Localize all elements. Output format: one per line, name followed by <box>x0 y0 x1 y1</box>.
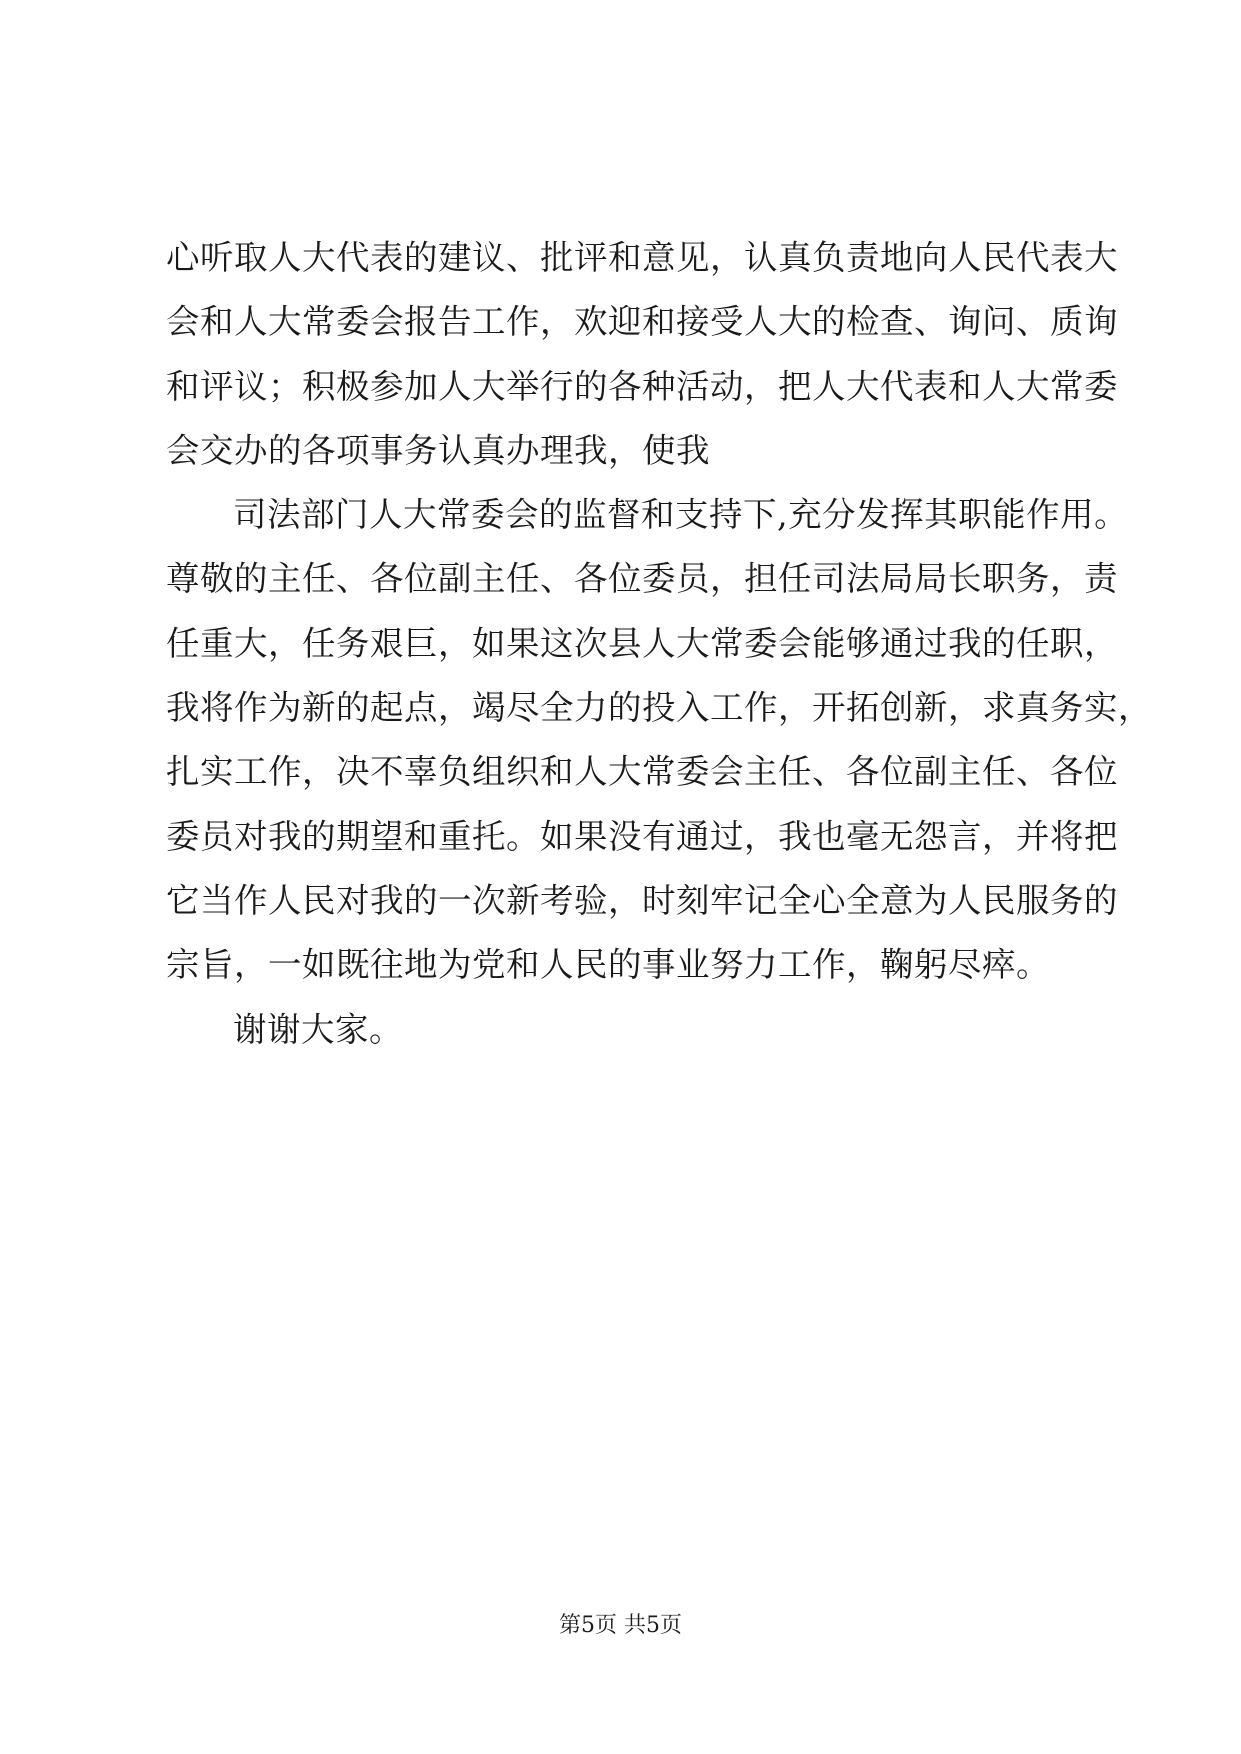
paragraph-line: 尊敬的主任、各位副主任、各位委员，担任司法局局长职务，责 <box>166 559 1118 599</box>
paragraph-line: 会和人大常委会报告工作，欢迎和接受人大的检查、询问、质询 <box>166 302 1118 342</box>
document-body <box>166 226 1152 1062</box>
paragraph-line: 和评议；积极参加人大举行的各种活动，把人大代表和人大常委 <box>166 366 1118 406</box>
paragraph-line: 司法部门人大常委会的监督和支持下,充分发挥其职能作用。 <box>233 495 1129 535</box>
paragraph-line: 宗旨，一如既往地为党和人民的事业努力工作，鞠躬尽瘁。 <box>166 945 1050 985</box>
paragraph-line: 会交办的各项事务认真办理我，使我 <box>166 430 710 470</box>
closing-line: 谢谢大家。 <box>233 1009 403 1049</box>
paragraph-line: 它当作人民对我的一次新考验，时刻牢记全心全意为人民服务的 <box>166 880 1118 920</box>
paragraph-line: 任重大，任务艰巨，如果这次县人大常委会能够通过我的任职， <box>166 623 1118 663</box>
paragraph-line: 委员对我的期望和重托。如果没有通过，我也毫无怨言，并将把 <box>166 816 1118 856</box>
page-number-footer: 第5页 共5页 <box>559 1613 682 1638</box>
paragraph-line: 心听取人大代表的建议、批评和意见，认真负责地向人民代表大 <box>166 238 1118 277</box>
paragraph-line: 我将作为新的起点，竭尽全力的投入工作，开拓创新，求真务实， <box>166 688 1152 728</box>
paragraph-line: 扎实工作，决不辜负组织和人大常委会主任、各位副主任、各位 <box>166 752 1118 792</box>
